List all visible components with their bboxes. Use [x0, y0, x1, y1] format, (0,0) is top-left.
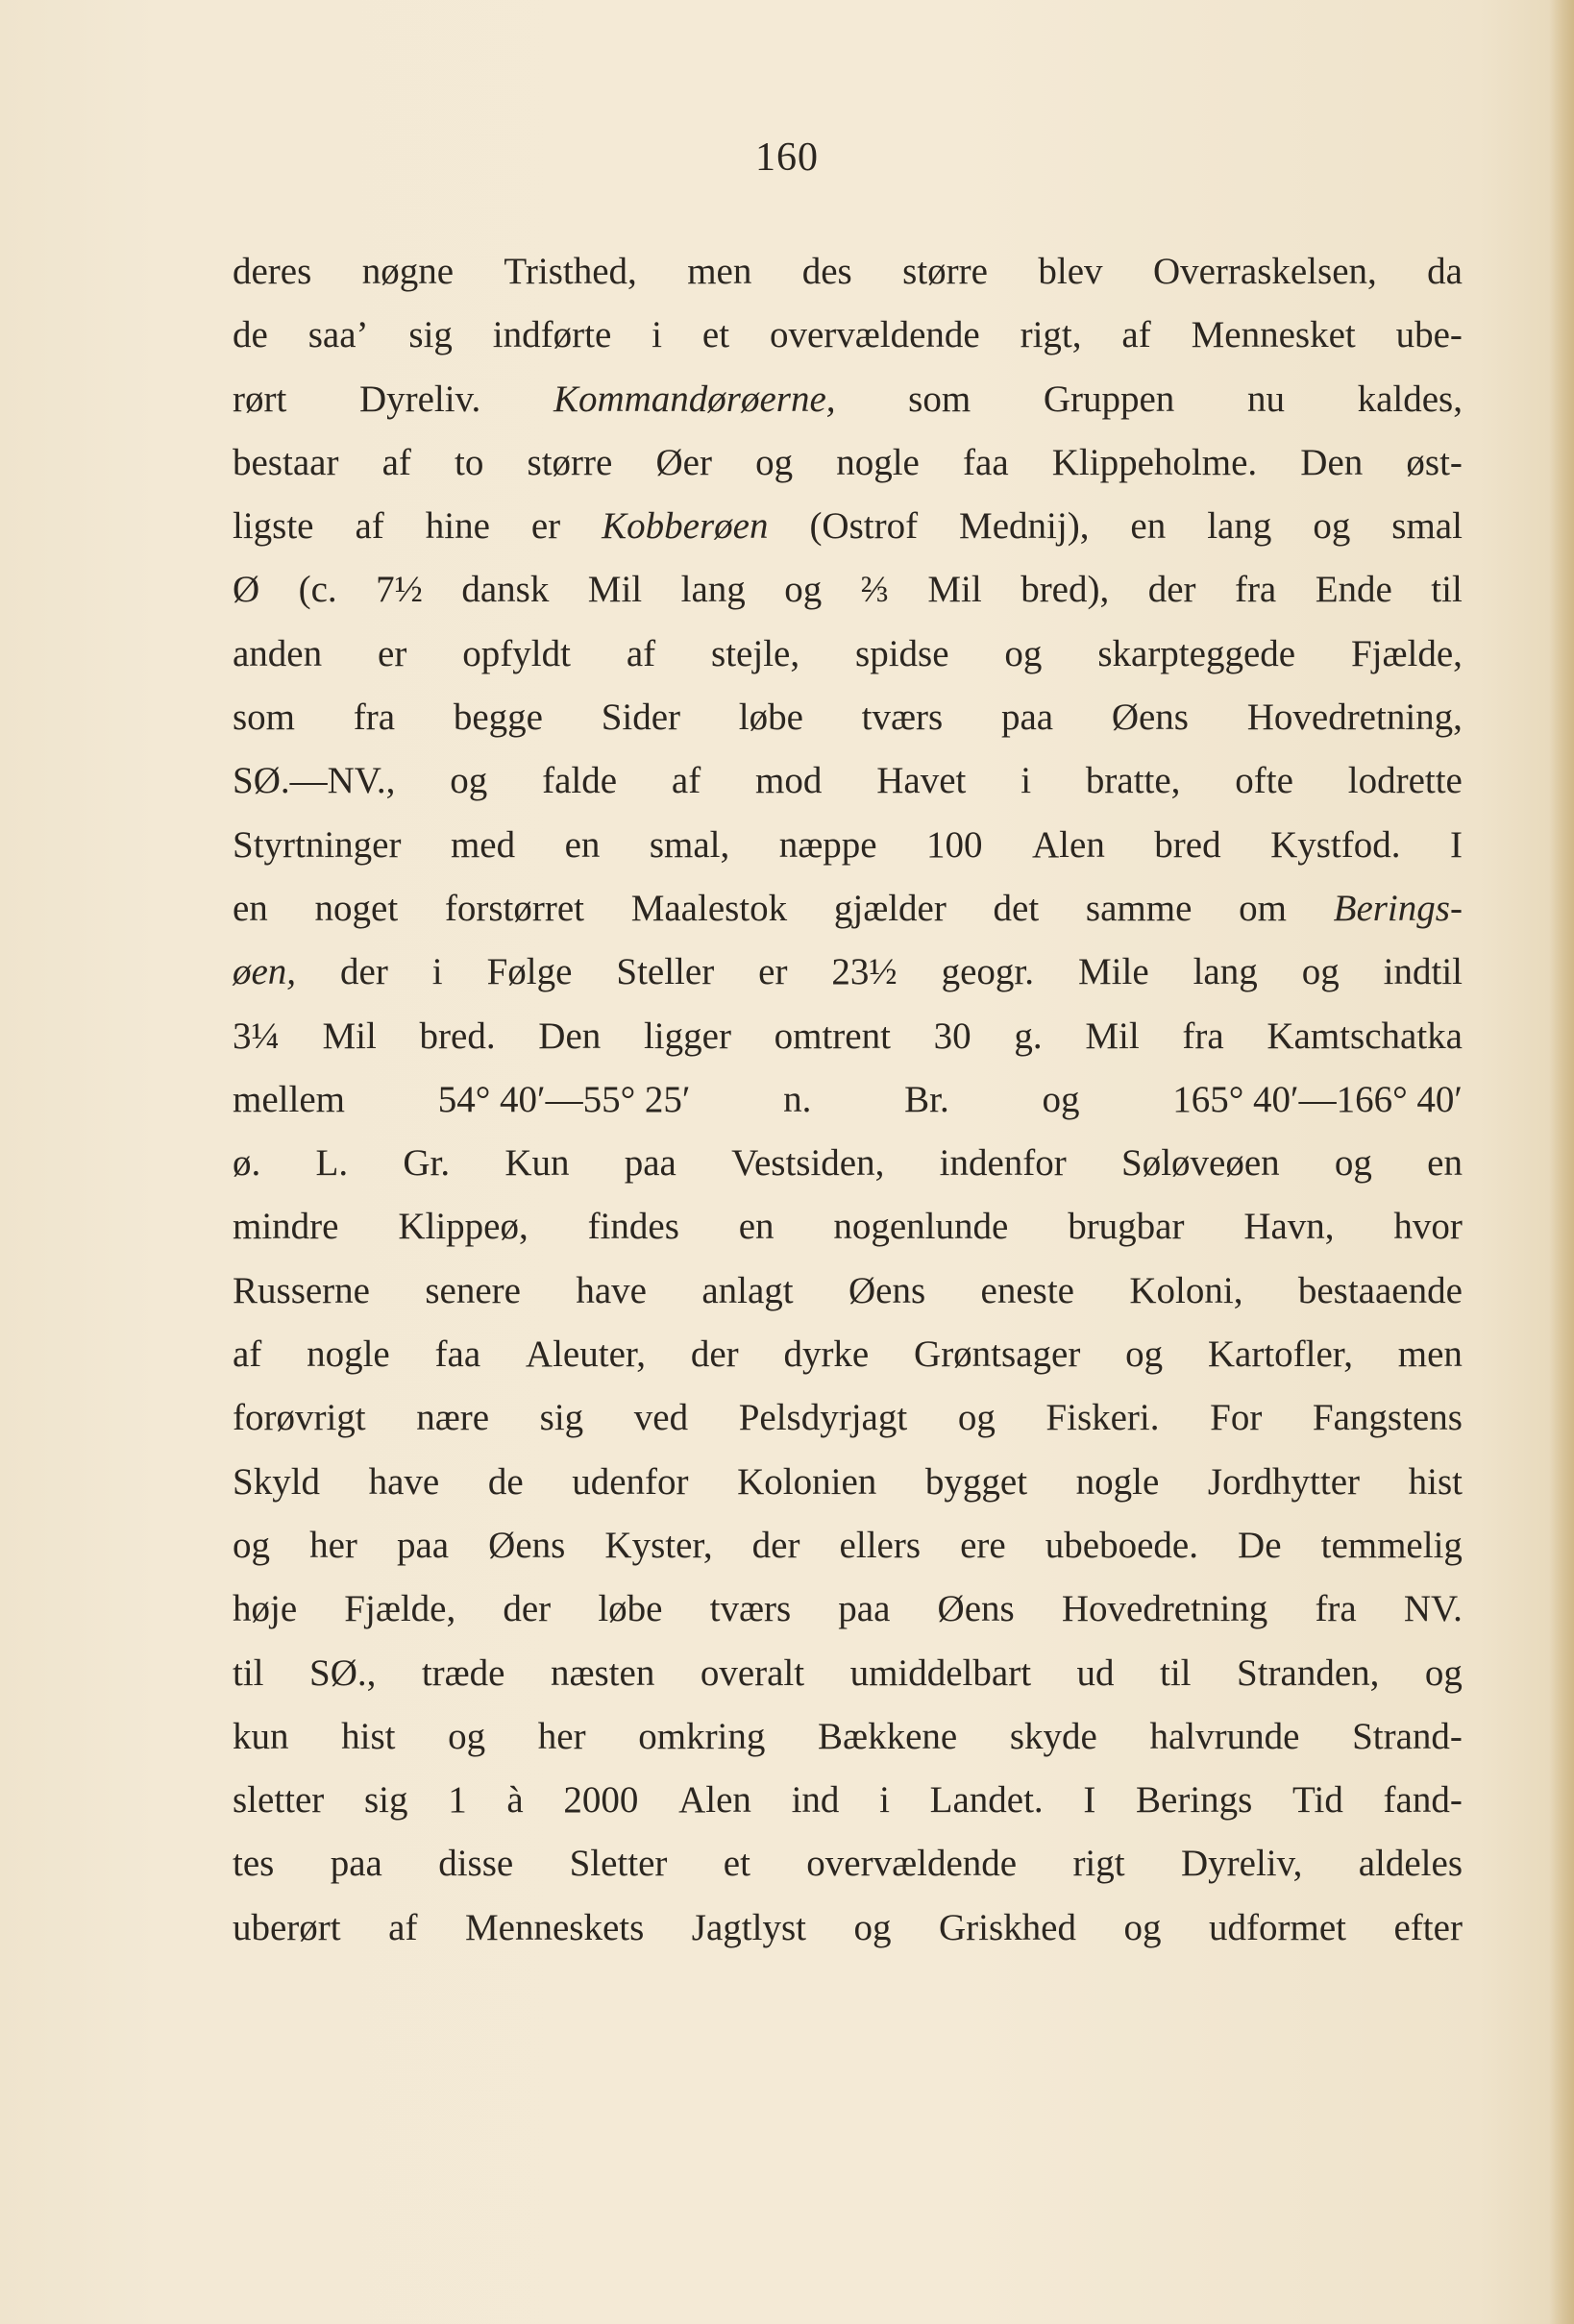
text-line — [233, 1323, 1463, 1386]
word: Grøntsager — [914, 1333, 1081, 1376]
word: blev — [1038, 251, 1103, 292]
word: Jagtlyst — [691, 1906, 806, 1948]
word: fand- — [1383, 1779, 1463, 1822]
word: høje — [233, 1588, 298, 1630]
word: udenfor — [572, 1460, 689, 1503]
word: Havet — [876, 760, 967, 802]
word: her — [537, 1715, 586, 1757]
word: Mil — [927, 569, 982, 611]
word: det — [993, 887, 1040, 929]
word: og — [784, 569, 823, 611]
word: bred), — [1021, 569, 1110, 611]
word: Dyreliv. — [358, 378, 481, 420]
word: nogle — [836, 441, 920, 483]
word: Kyster, — [604, 1524, 713, 1566]
word: hvor — [1393, 1206, 1463, 1248]
word: opfyldt — [462, 632, 571, 674]
word: ube- — [1395, 314, 1463, 356]
word: Ø — [233, 569, 260, 611]
word: og — [957, 1397, 996, 1439]
word: spidse — [855, 632, 949, 674]
word: Griskhed — [939, 1906, 1076, 1948]
word: faa — [963, 441, 1009, 483]
text-line — [233, 1832, 1463, 1896]
word: Berings — [1136, 1779, 1253, 1822]
word: Mile — [1077, 951, 1149, 993]
word: kaldes, — [1357, 378, 1463, 420]
word: lang — [1193, 951, 1258, 993]
word: og — [1301, 951, 1340, 993]
word: Følge — [486, 951, 573, 993]
word: begge — [453, 697, 543, 739]
word: og — [755, 441, 794, 483]
word: en — [738, 1206, 775, 1248]
word: Den — [1300, 441, 1364, 483]
word: 54° 40′—55° 25′ — [437, 1078, 691, 1120]
word: have — [576, 1269, 647, 1311]
word: af — [671, 760, 701, 802]
page-edge-shadow — [1549, 0, 1574, 2324]
word: Berings- — [1333, 887, 1463, 929]
word: Den — [538, 1015, 602, 1057]
word: og — [233, 1524, 270, 1566]
word: til — [1160, 1651, 1192, 1694]
word: ø. — [233, 1142, 261, 1185]
text-line — [233, 240, 1463, 304]
word: omtrent — [774, 1015, 891, 1057]
word: Br. — [904, 1078, 949, 1120]
word: 30 — [933, 1015, 971, 1057]
word: er — [530, 505, 561, 548]
word: Mil — [1085, 1015, 1140, 1057]
word: Øens — [1111, 697, 1189, 739]
word: smal — [1391, 505, 1463, 548]
word: Steller — [616, 951, 715, 993]
word: SØ.—NV., — [233, 760, 396, 802]
word: Vestsiden, — [731, 1142, 885, 1185]
word: saa’ — [307, 314, 369, 356]
word: Søløveøen — [1121, 1142, 1280, 1185]
word: her — [309, 1524, 357, 1566]
word: Kommandørøerne, — [553, 378, 836, 420]
word: to — [455, 441, 484, 483]
word: udformet — [1209, 1906, 1346, 1948]
word: I — [1083, 1779, 1096, 1822]
word: bred. — [419, 1015, 496, 1057]
word: Skyld — [233, 1460, 321, 1503]
word: samme — [1085, 887, 1193, 929]
word: et — [701, 314, 730, 356]
word: skyde — [1009, 1715, 1097, 1757]
word: der — [690, 1333, 739, 1376]
word: men — [687, 251, 752, 292]
word: senere — [425, 1269, 521, 1311]
word: og — [448, 1715, 486, 1757]
word: i — [879, 1779, 890, 1822]
word: overalt — [700, 1651, 805, 1694]
word: des — [801, 251, 852, 292]
word: rigt, — [1020, 314, 1082, 356]
text-line — [233, 749, 1463, 813]
word: Gr. — [403, 1142, 451, 1185]
word: Havn, — [1243, 1206, 1335, 1248]
word: Landet. — [929, 1779, 1044, 1822]
word: Øens — [848, 1269, 926, 1311]
word: n. — [783, 1078, 812, 1120]
word: halvrunde — [1149, 1715, 1300, 1757]
word: de — [233, 314, 268, 356]
word: og — [853, 1906, 892, 1948]
word: bestaaende — [1297, 1269, 1463, 1311]
word: en — [233, 887, 268, 929]
word: der — [1147, 569, 1196, 611]
word: en — [1427, 1142, 1463, 1185]
word: Pelsdyrjagt — [738, 1397, 908, 1439]
word: bred — [1154, 823, 1221, 866]
word: mindre — [233, 1206, 339, 1248]
word: større — [902, 251, 988, 292]
text-line — [233, 877, 1463, 941]
word: sletter — [233, 1779, 325, 1822]
word: sig — [408, 314, 453, 356]
word: lang — [1207, 505, 1272, 548]
word: paa — [330, 1843, 382, 1885]
text-line — [233, 1514, 1463, 1578]
word: nøgne — [361, 251, 455, 292]
body-text — [233, 240, 1463, 1960]
word: større — [527, 441, 613, 483]
word: i — [652, 314, 662, 356]
word: tværs — [709, 1588, 792, 1630]
word: dansk — [461, 569, 550, 611]
text-line — [233, 558, 1463, 622]
word: af — [233, 1333, 262, 1376]
word: overvældende — [806, 1843, 1018, 1885]
text-line — [233, 1705, 1463, 1769]
word: en — [1130, 505, 1167, 548]
word: (Ostrof — [809, 505, 919, 548]
word: om — [1239, 887, 1287, 929]
word: Hovedretning, — [1246, 697, 1463, 739]
word: kun — [233, 1715, 289, 1757]
word: 165° 40′—166° 40′ — [1172, 1078, 1463, 1120]
text-line — [233, 431, 1463, 495]
word: Øens — [488, 1524, 566, 1566]
word: 7½ — [376, 569, 423, 611]
word: Overraskelsen, — [1152, 251, 1377, 292]
word: Stranden, — [1237, 1651, 1380, 1694]
word: tværs — [861, 697, 944, 739]
word: mod — [755, 760, 823, 802]
word: fra — [1234, 569, 1277, 611]
word: Tid — [1292, 1779, 1343, 1822]
word: øst- — [1406, 441, 1463, 483]
word: anlagt — [701, 1269, 794, 1311]
word: Strand- — [1352, 1715, 1463, 1757]
word: 2000 — [563, 1779, 639, 1822]
text-line — [233, 304, 1463, 367]
word: ind — [791, 1779, 840, 1822]
word: løbe — [598, 1588, 663, 1630]
word: stejle, — [711, 632, 800, 674]
word: ubeboede. — [1045, 1524, 1198, 1566]
word: af — [355, 505, 384, 548]
word: omkring — [638, 1715, 766, 1757]
word: 23½ — [831, 951, 898, 993]
text-line — [233, 1132, 1463, 1195]
word: Gruppen — [1043, 378, 1175, 420]
word: noget — [314, 887, 399, 929]
word: og — [1042, 1078, 1080, 1120]
word: rigt — [1072, 1843, 1125, 1885]
word: Klippeholme. — [1051, 441, 1258, 483]
word: Kamtschatka — [1267, 1015, 1463, 1057]
text-line — [233, 1386, 1463, 1450]
word: L. — [315, 1142, 349, 1185]
word: men — [1397, 1333, 1463, 1376]
word: aldeles — [1358, 1843, 1463, 1885]
word: Dyreliv, — [1180, 1843, 1303, 1885]
word: Sider — [601, 697, 681, 739]
text-line — [233, 1195, 1463, 1259]
word: paa — [396, 1524, 450, 1566]
word: til — [1431, 569, 1463, 611]
word: gjælder — [833, 887, 947, 929]
word: i — [431, 951, 443, 993]
word: Menneskets — [464, 1906, 645, 1948]
word: de — [487, 1460, 524, 1503]
word: paa — [1000, 697, 1054, 739]
word: da — [1427, 251, 1463, 292]
word: Mil — [322, 1015, 377, 1057]
word: som — [233, 697, 296, 739]
word: tes — [233, 1843, 275, 1885]
word: dyrke — [783, 1333, 870, 1376]
word: indførte — [492, 314, 612, 356]
word: fra — [1182, 1015, 1224, 1057]
text-line — [233, 941, 1463, 1004]
word: nære — [416, 1397, 490, 1439]
word: umiddelbart — [849, 1651, 1032, 1694]
word: sig — [363, 1779, 408, 1822]
word: og — [1004, 632, 1043, 674]
word: (c. — [298, 569, 337, 611]
word: paa — [624, 1142, 676, 1185]
word: efter — [1393, 1906, 1463, 1948]
word: temmelig — [1320, 1524, 1463, 1566]
word: der — [340, 951, 388, 993]
word: Hovedretning — [1061, 1588, 1268, 1630]
word: Kystfod. — [1270, 823, 1401, 866]
word: Mednij), — [959, 505, 1090, 548]
word: g. — [1014, 1015, 1043, 1057]
word: Fiskeri. — [1045, 1397, 1160, 1439]
word: og — [1424, 1651, 1463, 1694]
text-line — [233, 495, 1463, 558]
word: Russerne — [233, 1269, 370, 1311]
word: en — [564, 823, 601, 866]
text-line — [233, 1260, 1463, 1323]
word: af — [388, 1906, 418, 1948]
word: ved — [633, 1397, 689, 1439]
word: bratte, — [1085, 760, 1181, 802]
page-number: 160 — [755, 135, 819, 180]
word: Jordhytter — [1207, 1460, 1361, 1503]
word: For — [1210, 1397, 1263, 1439]
word: overvældende — [769, 314, 980, 356]
word: skarpteggede — [1097, 632, 1296, 674]
word: disse — [438, 1843, 514, 1885]
word: næsten — [550, 1651, 655, 1694]
text-line — [233, 368, 1463, 431]
word: Mil — [587, 569, 643, 611]
word: rørt — [233, 378, 287, 420]
word: næppe — [778, 823, 877, 866]
text-line — [233, 1068, 1463, 1132]
word: og — [1334, 1142, 1372, 1185]
word: Kolonien — [737, 1460, 877, 1503]
word: bestaar — [233, 441, 339, 483]
word: nu — [1246, 378, 1285, 420]
word: er — [378, 632, 407, 674]
word: af — [1121, 314, 1151, 356]
word: der — [503, 1588, 552, 1630]
word: forstørret — [444, 887, 584, 929]
word: 3¼ — [233, 1015, 280, 1057]
word: nogle — [307, 1333, 390, 1376]
word: anden — [233, 632, 323, 674]
word: ud — [1076, 1651, 1115, 1694]
word: Ende — [1315, 569, 1392, 611]
text-line — [233, 1896, 1463, 1960]
word: Kobberøen — [602, 505, 769, 548]
text-line — [233, 1769, 1463, 1832]
text-line — [233, 1642, 1463, 1705]
word: og — [1313, 505, 1351, 548]
word: Øer — [655, 441, 712, 483]
word: er — [758, 951, 788, 993]
word: Fjælde, — [344, 1588, 456, 1630]
word: Styrtninger — [233, 823, 402, 866]
word: Alen — [1032, 823, 1105, 866]
word: øen, — [233, 951, 297, 993]
word: indenfor — [939, 1142, 1067, 1185]
word: ligste — [233, 505, 314, 548]
word: have — [368, 1460, 440, 1503]
word: findes — [587, 1206, 679, 1248]
word: som — [908, 378, 971, 420]
word: bygget — [924, 1460, 1028, 1503]
word: sig — [539, 1397, 584, 1439]
word: 100 — [926, 823, 983, 866]
word: Mennesket — [1191, 314, 1356, 356]
word: eneste — [980, 1269, 1074, 1311]
word: ellers — [839, 1524, 922, 1566]
word: ere — [960, 1524, 1006, 1566]
word: træde — [421, 1651, 505, 1694]
word: geogr. — [941, 951, 1035, 993]
word: nogenlunde — [833, 1206, 1009, 1248]
word: og — [450, 760, 488, 802]
word: lang — [680, 569, 746, 611]
word: og — [1123, 1906, 1162, 1948]
text-line — [233, 623, 1463, 686]
word: Sletter — [569, 1843, 668, 1885]
word: Øens — [937, 1588, 1015, 1630]
word: hist — [1408, 1460, 1463, 1503]
word: ofte — [1235, 760, 1293, 802]
word: hine — [425, 505, 490, 548]
word: SØ., — [309, 1651, 377, 1694]
word: Fangstens — [1312, 1397, 1463, 1439]
word: faa — [434, 1333, 481, 1376]
word: af — [381, 441, 411, 483]
word: uberørt — [233, 1906, 341, 1948]
word: Fjælde, — [1350, 632, 1463, 674]
word: med — [450, 823, 516, 866]
word: der — [751, 1524, 800, 1566]
word: Kun — [504, 1142, 570, 1185]
word: forøvrigt — [233, 1397, 366, 1439]
word: til — [233, 1651, 264, 1694]
word: Aleuter, — [525, 1333, 647, 1376]
word: i — [1021, 760, 1032, 802]
word: indtil — [1383, 951, 1463, 993]
word: smal, — [649, 823, 730, 866]
word: fra — [1315, 1588, 1357, 1630]
word: Tristhed, — [504, 251, 637, 292]
word: mellem — [233, 1078, 345, 1120]
word: à — [506, 1779, 524, 1822]
word: Klippeø, — [398, 1206, 529, 1248]
word: I — [1449, 823, 1463, 866]
word: Maalestok — [630, 887, 788, 929]
word: lodrette — [1347, 760, 1463, 802]
text-line — [233, 814, 1463, 877]
word: et — [723, 1843, 750, 1885]
word: Bækkene — [818, 1715, 958, 1757]
text-line — [233, 1005, 1463, 1068]
word: og — [1125, 1333, 1164, 1376]
word: 1 — [448, 1779, 467, 1822]
word: hist — [341, 1715, 396, 1757]
text-line — [233, 686, 1463, 749]
word: ⅔ — [860, 569, 889, 611]
text-line — [233, 1451, 1463, 1514]
text-line — [233, 1578, 1463, 1641]
word: ligger — [643, 1015, 731, 1057]
word: deres — [233, 251, 312, 292]
word: fra — [353, 697, 396, 739]
word: De — [1238, 1524, 1282, 1566]
word: falde — [542, 760, 618, 802]
word: af — [626, 632, 656, 674]
word: Alen — [678, 1779, 751, 1822]
word: løbe — [738, 697, 803, 739]
word: Kartofler, — [1207, 1333, 1353, 1376]
word: NV. — [1403, 1588, 1463, 1630]
word: paa — [838, 1588, 891, 1630]
word: brugbar — [1068, 1206, 1185, 1248]
word: Koloni, — [1129, 1269, 1243, 1311]
word: nogle — [1075, 1460, 1160, 1503]
